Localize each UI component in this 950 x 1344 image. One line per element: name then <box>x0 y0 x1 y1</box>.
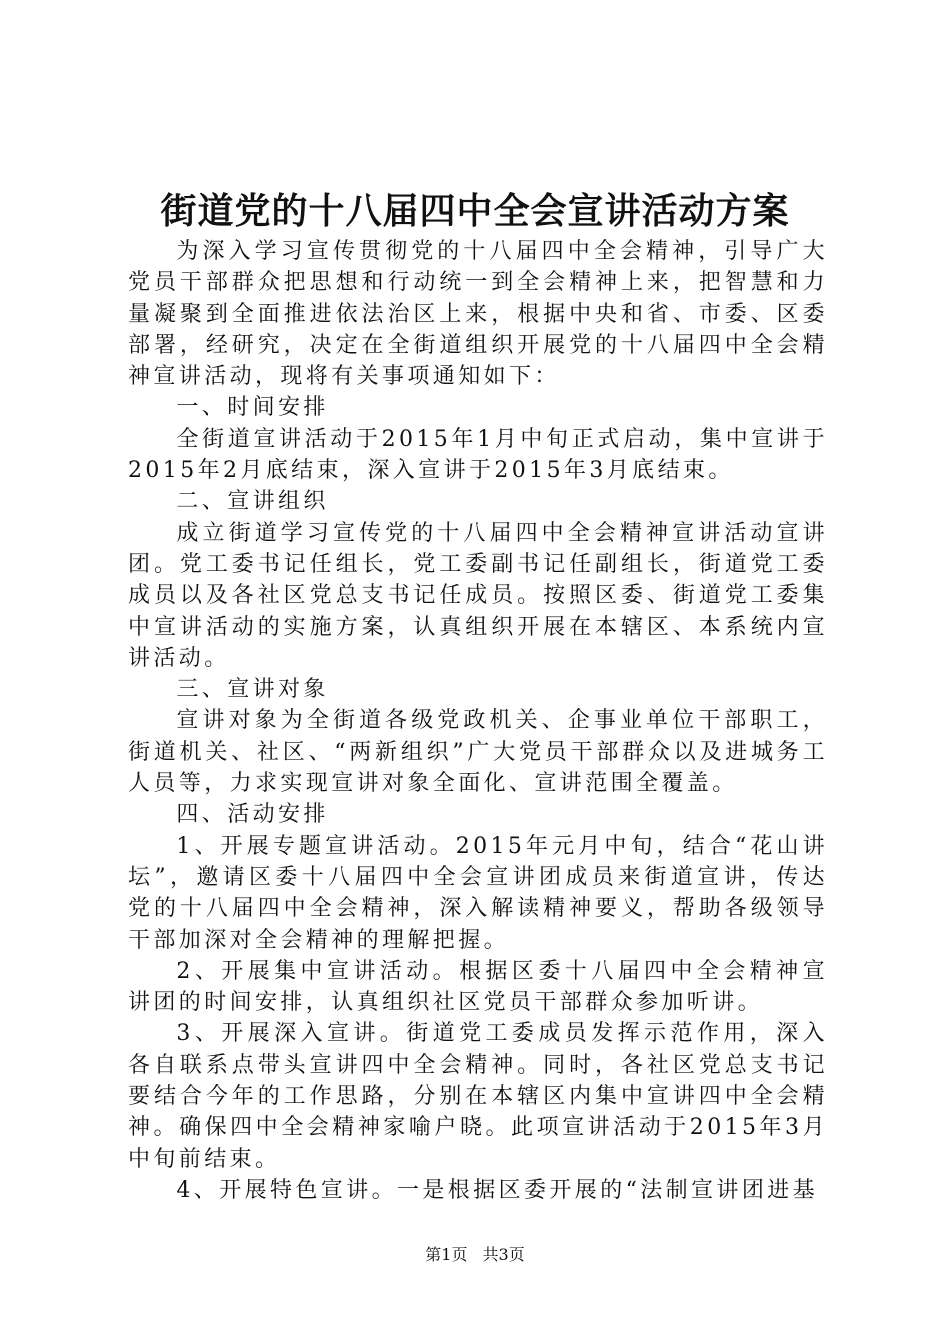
audience-paragraph: 宣讲对象为全街道各级党政机关、企事业单位干部职工，街道机关、社区、“两新组织”广大党员干部群众以及进城务工人员等，力求实现宣讲对象全面化、宣讲范围全覆盖。 <box>128 708 828 797</box>
intro-paragraph: 为深入学习宣传贯彻党的十八届四中全会精神，引导广大党员干部群众把思想和行动统一到全会精神上来，把智慧和力量凝聚到全面推进依法治区上来，根据中央和省、市委、区委部署，经研究，决定在全街道组织开展党的十八届四中全会精神宣讲活动，现将有关事项通知如下： <box>128 239 828 390</box>
activity-item-4: 4、开展特色宣讲。一是根据区委开展的“法制宣讲团进基 <box>176 1177 819 1203</box>
document-title: 街道党的十八届四中全会宣讲活动方案 <box>160 190 790 232</box>
page-total: 共3页 <box>482 1245 525 1264</box>
section-heading-organization: 二、宣讲组织 <box>176 489 329 515</box>
section-heading-activities: 四、活动安排 <box>176 802 329 828</box>
activity-item-2: 2、开展集中宣讲活动。根据区委十八届四中全会精神宣讲团的时间安排，认真组织社区党员干部群众参加听讲。 <box>128 958 828 1016</box>
page-footer <box>0 1244 950 1266</box>
document-body <box>128 236 828 1206</box>
section-heading-schedule: 一、时间安排 <box>176 395 329 421</box>
activity-item-3: 3、开展深入宣讲。街道党工委成员发挥示范作用，深入各自联系点带头宣讲四中全会精神。同时，各社区党总支书记要结合今年的工作思路，分别在本辖区内集中宣讲四中全会精神。确保四中全会精神家喻户晓。此项宣讲活动于2015年3月中旬前结束。 <box>128 1021 828 1172</box>
page-number: 第1页 <box>425 1245 468 1264</box>
activity-item-1: 1、开展专题宣讲活动。2015年元月中旬，结合“花山讲坛”，邀请区委十八届四中全会宣讲团成员来街道宣讲，传达党的十八届四中全会精神，深入解读精神要义，帮助各级领导干部加深对全会精神的理解把握。 <box>128 833 828 953</box>
section-heading-audience: 三、宣讲对象 <box>176 677 329 703</box>
schedule-paragraph: 全街道宣讲活动于2015年1月中旬正式启动，集中宣讲于2015年2月底结束，深入宣讲于2015年3月底结束。 <box>128 426 828 484</box>
organization-paragraph: 成立街道学习宣传党的十八届四中全会精神宣讲活动宣讲团。党工委书记任组长，党工委副书记任副组长，街道党工委成员以及各社区党总支书记任成员。按照区委、街道党工委集中宣讲活动的实施方案，认真组织开展在本辖区、本系统内宣讲活动。 <box>128 520 828 671</box>
